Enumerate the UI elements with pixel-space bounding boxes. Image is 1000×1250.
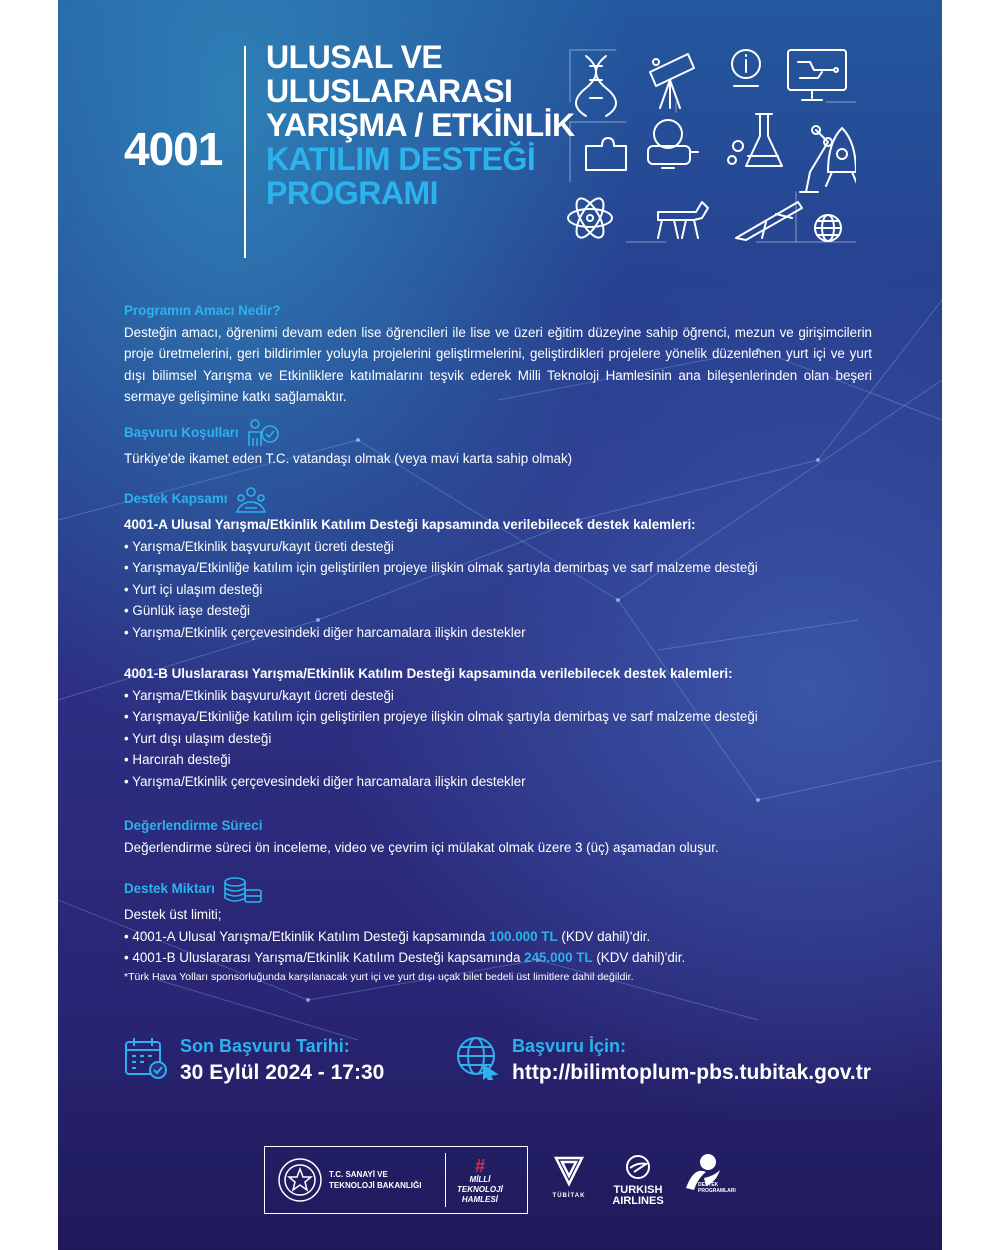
section-heading: Destek Kapsamı — [124, 491, 228, 507]
poster — [58, 0, 942, 1250]
deadline-label: Son Başvuru Tarihi: — [180, 1036, 350, 1056]
thy-bird-icon — [625, 1154, 651, 1180]
section-heading: Değerlendirme Süreci — [124, 818, 263, 833]
thy-line: TURKISH — [613, 1184, 663, 1196]
airplane-icon — [736, 202, 802, 240]
title-line: ULUSLARARASI — [266, 73, 513, 109]
miktar-b-amount: 245.000 TL — [524, 950, 593, 965]
tubitak-logo — [548, 1154, 590, 1199]
deadline-block — [124, 1034, 384, 1088]
person-check-icon — [245, 418, 281, 448]
list-item: • Yurt içi ulaşım desteği — [124, 581, 263, 597]
list-item: • Yarışma/Etkinlik başvuru/kayıt ücreti desteği — [124, 538, 394, 554]
tubitak-text: TÜBİTAK — [552, 1193, 586, 1199]
mth-line: MİLLİ — [469, 1175, 491, 1184]
miktar-b-text: • 4001-B Uluslararası Yarışma/Etkinlik Katılım Desteği kapsamında — [124, 950, 525, 965]
section-text: Türkiye'de ikamet eden T.C. vatandaşı olmak (veya mavi karta sahip olmak) — [124, 451, 573, 466]
deadline-value: 30 Eylül 2024 - 17:30 — [180, 1061, 385, 1084]
section-text: Desteğin amacı, öğrenimi devam eden lise öğrencileri ile lise ve üzeri eğitim düzeyine sahip öğrenci, mezun ve girişimcilerin proje üretmelerini, geri bildirimler yoluyla projelerini geliştirmelerini, geliştirdikleri projelere yönelik düzenlenen yurt içi ve yurt dışı bilimsel Yarışma ve Etkinliklere katılmalarını teşvik ederek Milli Teknoloji Hamlesinin ana bileşenlerinden olan beşeri sermaye gelişimine katkı sağlamaktır. — [124, 324, 872, 404]
miktar-a-amount: 100.000 TL — [489, 928, 558, 944]
section-heading: Destek Miktarı — [124, 881, 215, 897]
header-divider — [244, 46, 246, 258]
robot-dog-icon — [658, 202, 708, 238]
title-line: KATILIM DESTEĞİ — [266, 141, 536, 177]
section-degerlendirme — [124, 815, 872, 858]
atom-icon — [568, 194, 612, 241]
miktar-b-suffix: (KDV dahil)'dir. — [592, 950, 686, 965]
list-item: • Yarışma/Etkinlik çerçevesindeki diğer harcamalara ilişkin destekler — [124, 773, 526, 789]
miktar-intro: Destek üst limiti; — [124, 907, 222, 922]
logo-divider — [445, 1153, 446, 1207]
section-text: Değerlendirme süreci ön inceleme, video ve çevrim içi mülakat olmak üzere 3 (üç) aşamadan oluşur. — [124, 839, 719, 855]
calendar-icon — [124, 1034, 168, 1080]
apply-label: Başvuru İçin: — [512, 1036, 627, 1056]
dna-icon — [576, 56, 616, 116]
ministry-mth-logo-box — [264, 1146, 528, 1214]
monitor-icon — [788, 50, 846, 100]
program-code: 4001 — [124, 123, 223, 175]
section-kosullar — [124, 418, 872, 470]
title-line: PROGRAMI — [266, 175, 438, 211]
miktar-a-suffix: (KDV dahil)'dir. — [557, 928, 651, 944]
title-line: YARIŞMA / ETKİNLİK — [266, 107, 575, 143]
section-heading: Programın Amacı Nedir? — [124, 303, 281, 318]
ministry-name-line: TEKNOLOJİ BAKANLIĞI — [329, 1181, 422, 1190]
kapsam-a-title: 4001-A Ulusal Yarışma/Etkinlik Katılım Desteği kapsamında verilebilecek destek kalemleri: — [124, 517, 696, 532]
tubitak-emblem-icon — [552, 1154, 586, 1188]
info-icon — [732, 50, 760, 86]
section-kapsam — [124, 484, 872, 792]
list-item: • Günlük iaşe desteği — [124, 603, 251, 618]
kapsam-b-title: 4001-B Uluslararası Yarışma/Etkinlik Katılım Desteği kapsamında verilebilecek destek kalemleri: — [124, 666, 733, 681]
list-item: • Yarışma/Etkinlik çerçevesindeki diğer harcamalara ilişkin destekler — [124, 624, 526, 640]
logo-bar — [58, 1140, 942, 1220]
rocket-icon — [826, 128, 856, 186]
team-support-icon — [233, 484, 269, 514]
list-item: • Yurt dışı ulaşım desteği — [124, 730, 272, 746]
globe-cursor-icon — [456, 1034, 500, 1080]
vr-headset-icon — [648, 120, 698, 168]
coins-icon — [221, 874, 265, 904]
apply-block — [456, 1034, 871, 1088]
miktar-b-line — [124, 947, 872, 969]
hashtag-icon: # — [474, 1156, 485, 1176]
ministry-seal-icon — [277, 1157, 323, 1203]
globe-icon — [815, 215, 841, 241]
flask-icon — [728, 114, 782, 166]
title-line: ULUSAL VE — [266, 39, 443, 75]
destek-line: PROGRAMLARI — [698, 1188, 736, 1194]
list-item: • Yarışmaya/Etkinliğe katılım için geliştirilen projeye ilişkin olmak şartıyla demirbaş ve sarf malzeme desteği — [124, 560, 758, 575]
section-amac — [124, 300, 872, 408]
program-title — [266, 40, 575, 210]
thy-line: AIRLINES — [612, 1195, 664, 1207]
apply-url[interactable]: http://bilimtoplum-pbs.tubitak.gov.tr — [512, 1061, 871, 1084]
destek-line: DESTEK — [698, 1182, 719, 1188]
section-miktar — [124, 874, 872, 985]
destek-logo — [684, 1152, 744, 1197]
list-item: • Yarışma/Etkinlik başvuru/kayıt ücreti desteği — [124, 687, 394, 703]
section-heading: Başvuru Koşulları — [124, 425, 239, 441]
mth-line: TEKNOLOJİ — [457, 1185, 503, 1194]
list-item: • Harcırah desteği — [124, 752, 231, 767]
miktar-a-text: • 4001-A Ulusal Yarışma/Etkinlik Katılım Desteği kapsamında — [124, 928, 490, 944]
puzzle-icon — [586, 138, 626, 170]
list-item: • Yarışmaya/Etkinliğe katılım için geliştirilen projeye ilişkin olmak şartıyla demirbaş ve sarf malzeme desteği — [124, 709, 758, 724]
miktar-note: *Türk Hava Yolları sponsorluğunda karşılanacak yurt içi ve yurt dışı uçak bilet bedeli üst limitlere dahil değildir. — [124, 970, 634, 983]
science-icon-grid — [566, 42, 856, 254]
mth-line: HAMLESİ — [461, 1195, 498, 1204]
telescope-icon — [650, 54, 694, 108]
miktar-a-line — [124, 926, 872, 948]
thy-logo — [608, 1154, 668, 1207]
ministry-name-line: T.C. SANAYİ VE — [329, 1170, 388, 1179]
